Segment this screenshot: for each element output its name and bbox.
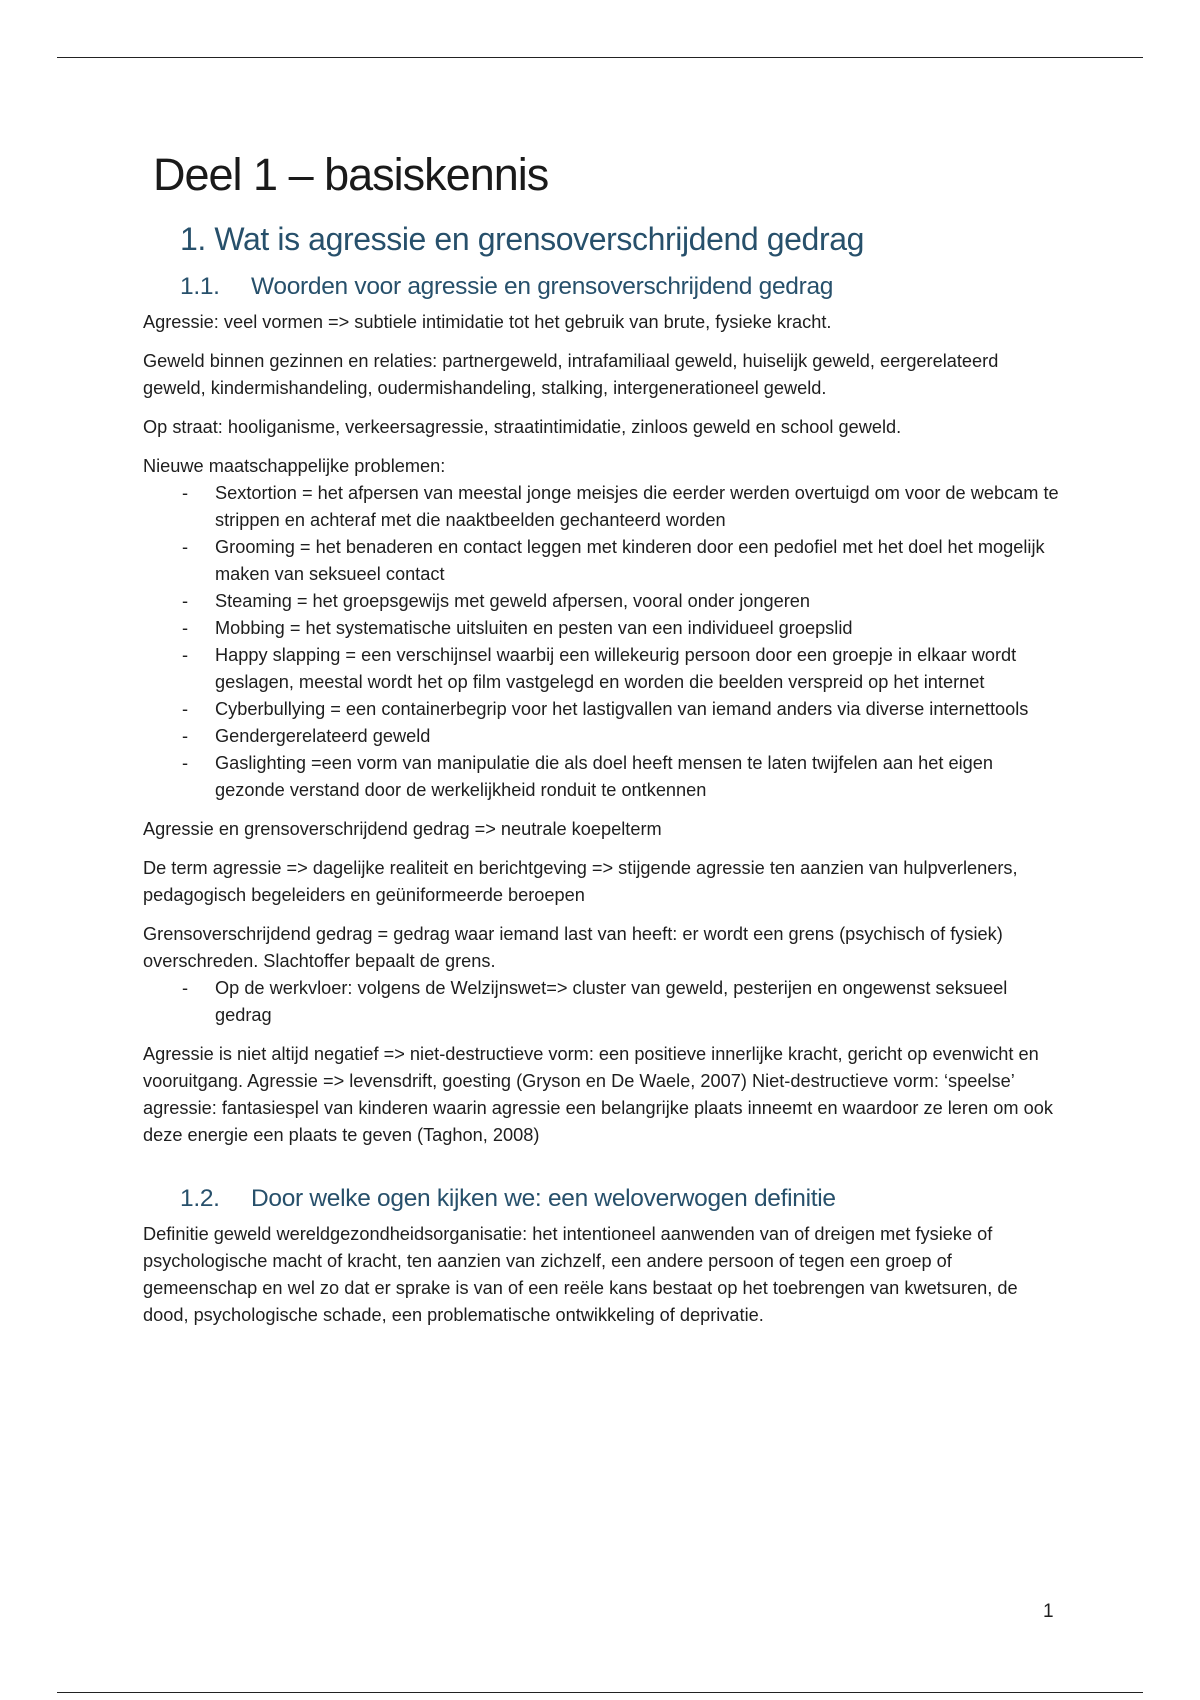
list-item: - Cyberbullying = een containerbegrip voor het lastigvallen van iemand anders via diverse internettools [143,696,1063,723]
list-item: - Mobbing = het systematische uitsluiten en pesten van een individueel groepslid [143,615,1063,642]
list-item: - Gaslighting =een vorm van manipulatie die als doel heeft mensen te laten twijfelen aan het eigen gezonde verstand door de werkelijkheid ronduit te ontkennen [143,750,1063,804]
page-number: 1 [1043,1601,1054,1622]
list-item: - Op de werkvloer: volgens de Welzijnswet=> cluster van geweld, pesterijen en ongewenst seksueel gedrag [143,975,1063,1029]
part-title: Deel 1 – basiskennis [153,149,549,200]
document-body [143,145,1063,1341]
list-item: - Steaming = het groepsgewijs met geweld afpersen, vooral onder jongeren [143,588,1063,615]
paragraph: Agressie en grensoverschrijdend gedrag => neutrale koepelterm [143,819,662,839]
problem-list [143,480,1063,804]
paragraph: Geweld binnen gezinnen en relaties: partnergeweld, intrafamiliaal geweld, huiselijk geweld, eergerelateerd geweld, kindermishandeling, oudermishandeling, stalking, intergenerationeel geweld. [143,351,999,398]
paragraph: Definitie geweld wereldgezondheidsorganisatie: het intentioneel aanwenden van of dreigen met fysieke of psychologische macht of kracht, ten aanzien van zichzelf, een andere persoon of tegen een groep of gemeenschap en wel zo dat er sprake is van of een reële kans bestaat op het toebrengen van kwetsuren, de dood, psychologische schade, een problematische ontwikkeling of deprivatie. [143,1224,1018,1325]
section-number: 1.2. [180,1185,220,1212]
workplace-list [143,975,1063,1029]
list-item: - Happy slapping = een verschijnsel waarbij een willekeurig persoon door een groepje in elkaar wordt geslagen, meestal wordt het op film vastgelegd en worden die beelden verspreid op het internet [143,642,1063,696]
paragraph: De term agressie => dagelijke realiteit en berichtgeving => stijgende agressie ten aanzien van hulpverleners, pedagogisch begeleiders en geüniformeerde beroepen [143,858,1018,905]
section-title: Woorden voor agressie en grensoverschrijdend gedrag [251,273,834,300]
section-title: Door welke ogen kijken we: een weloverwogen definitie [251,1185,836,1212]
list-item: - Sextortion = het afpersen van meestal jonge meisjes die eerder werden overtuigd om voor de webcam te strippen en achteraf met die naaktbeelden gechanteerd worden [143,480,1063,534]
paragraph: Nieuwe maatschappelijke problemen: [143,456,446,476]
list-item: - Grooming = het benaderen en contact leggen met kinderen door een pedofiel met het doel het mogelijk maken van seksueel contact [143,534,1063,588]
section-heading-1-1 [180,271,1063,303]
list-item: - Gendergerelateerd geweld [143,723,1063,750]
header-rule [57,57,1143,58]
section-number: 1.1. [180,273,220,300]
chapter-title: 1. Wat is agressie en grensoverschrijdend gedrag [180,221,864,257]
paragraph: Agressie: veel vormen => subtiele intimidatie tot het gebruik van brute, fysieke kracht. [143,312,832,332]
paragraph: Agressie is niet altijd negatief => niet-destructieve vorm: een positieve innerlijke kracht, gericht op evenwicht en vooruitgang. Agressie => levensdrift, goesting (Gryson en De Waele, 2007) Niet-destructieve vorm: ‘speelse’ agressie: fantasiespel van kinderen waarin agressie een belangrijke plaats inneemt en waardoor ze leren om ook deze energie een plaats te geven (Taghon, 2008) [143,1044,1053,1145]
footer-rule [57,1692,1143,1693]
paragraph: Grensoverschrijdend gedrag = gedrag waar iemand last van heeft: er wordt een grens (psychisch of fysiek) overschreden. Slachtoffer bepaalt de grens. [143,924,1003,971]
paragraph: Op straat: hooliganisme, verkeersagressie, straatintimidatie, zinloos geweld en school geweld. [143,417,902,437]
section-heading-1-2 [180,1183,1063,1215]
